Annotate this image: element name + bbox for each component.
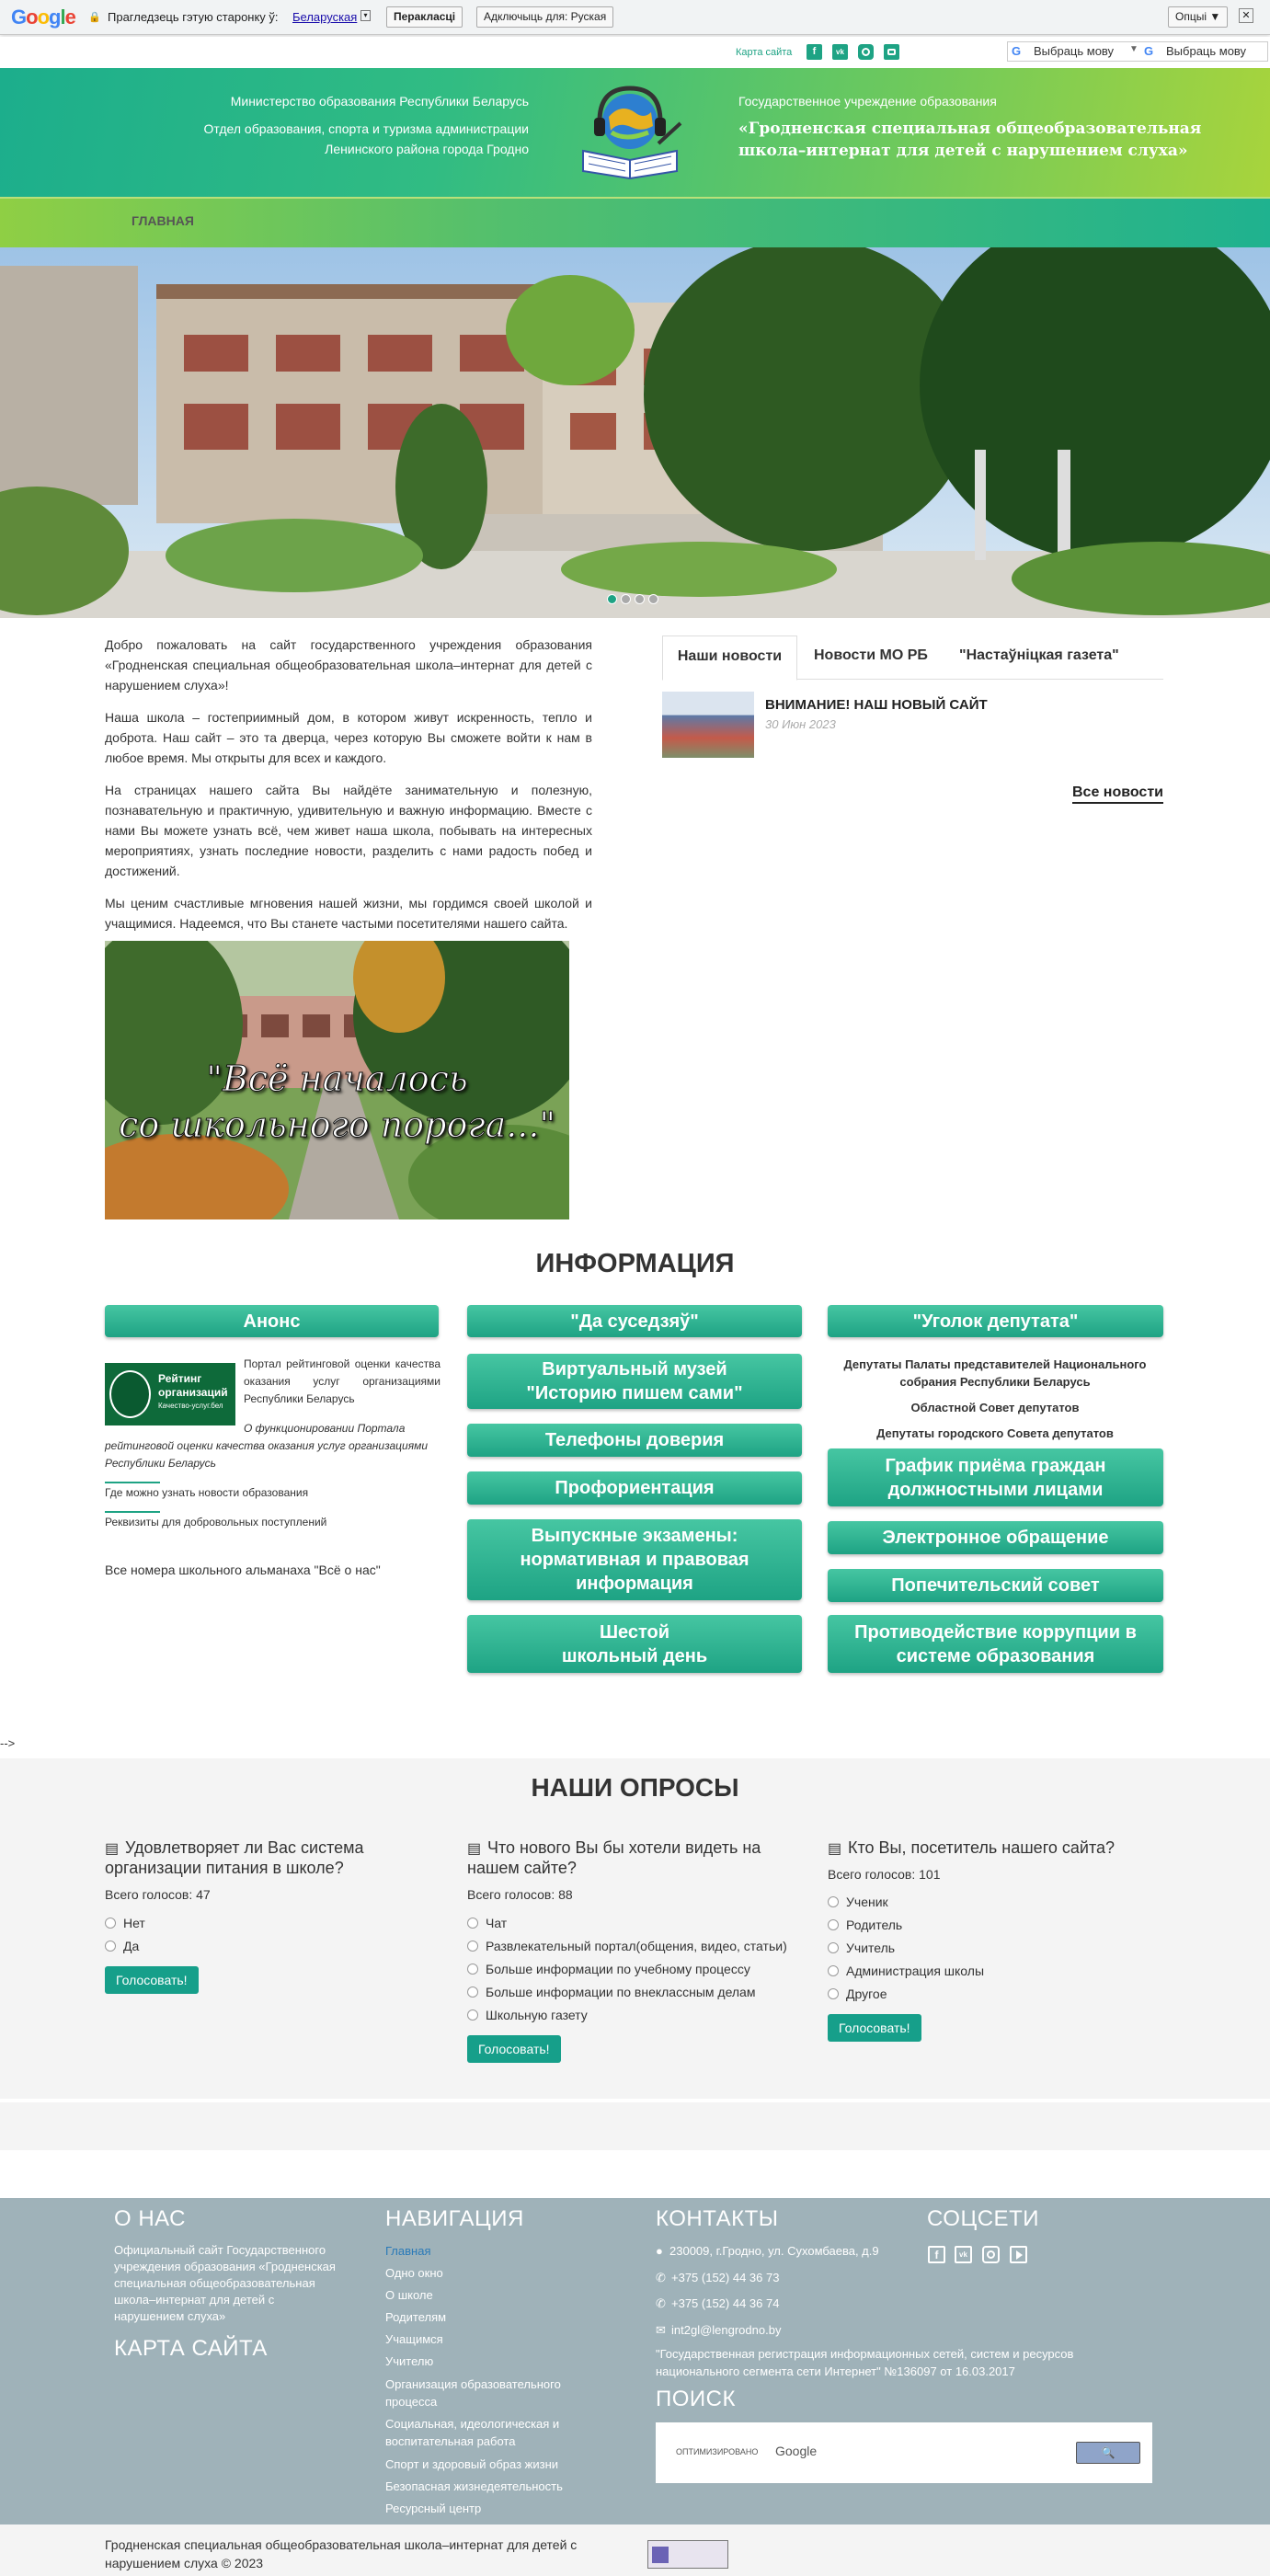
- footer-nav-safety[interactable]: Безопасная жизнедеятельность: [385, 2479, 563, 2493]
- counter-logo-icon: [652, 2547, 669, 2563]
- poll-3-option-2[interactable]: Родитель: [828, 1918, 902, 1932]
- slider-dot-4[interactable]: [648, 594, 658, 604]
- poll-2-option-2[interactable]: Развлекательный портал(общения, видео, статьи): [467, 1939, 787, 1953]
- address: 230009, г.Гродно, ул. Сухомбаева, д.9: [669, 2244, 879, 2258]
- almanac-link[interactable]: Все номера школьного альманаха "Всё о нас": [105, 1563, 381, 1577]
- anti-corruption-button[interactable]: Противодействие коррупции в системе образования: [828, 1615, 1163, 1673]
- radio-icon[interactable]: [828, 1988, 839, 1999]
- radio-icon[interactable]: [467, 1918, 478, 1929]
- language-dropdown-icon[interactable]: ▾: [360, 10, 371, 21]
- poll-2-option-4[interactable]: Больше информации по внеклассным делам: [467, 1985, 755, 1999]
- slider-dot-3[interactable]: [635, 594, 645, 604]
- language-widget: [1007, 41, 1268, 62]
- poll-question-3: Кто Вы, посетитель нашего сайта?: [848, 1838, 1116, 1857]
- footer-nav-resource-center[interactable]: Ресурсный центр: [385, 2502, 482, 2515]
- poll-chart-icon: ▤: [105, 1841, 120, 1857]
- radio-icon[interactable]: [467, 1963, 478, 1975]
- education-news-link[interactable]: Где можно узнать новости образования: [105, 1486, 309, 1499]
- radio-icon[interactable]: [467, 1941, 478, 1952]
- main-nav: [0, 197, 1270, 247]
- poll-3-option-3[interactable]: Учитель: [828, 1941, 895, 1955]
- polls-heading: НАШИ ОПРОСЫ: [531, 1773, 739, 1802]
- phone-1[interactable]: +375 (152) 44 36 73: [671, 2271, 780, 2284]
- news-date: 30 Июн 2023: [765, 717, 836, 731]
- hero-slider[interactable]: [0, 247, 1270, 618]
- department-text-2: Ленинского района города Гродно: [325, 142, 529, 156]
- options-button[interactable]: Опцыі ▼: [1168, 6, 1228, 28]
- language-select[interactable]: Беларуская: [292, 10, 358, 24]
- footer-nav-about-school[interactable]: О школе: [385, 2288, 433, 2302]
- poll-3-option-5[interactable]: Другое: [828, 1986, 887, 2001]
- map-marker-icon: ●: [656, 2244, 663, 2258]
- all-news-link[interactable]: Все новости: [1072, 784, 1163, 804]
- footer-nav-home[interactable]: Главная: [385, 2244, 431, 2258]
- vote-button-3[interactable]: Голосовать!: [828, 2014, 921, 2042]
- poll-1-option-1[interactable]: Нет: [105, 1916, 145, 1930]
- tab-teachers-gazette[interactable]: "Настаўніцкая газета": [959, 647, 1119, 663]
- neighbors-button[interactable]: "Да суседзяў": [467, 1305, 802, 1337]
- chevron-down-icon[interactable]: ▼: [1129, 44, 1138, 54]
- sitemap-link[interactable]: Карта сайта: [736, 47, 793, 58]
- youtube-icon[interactable]: [1010, 2246, 1027, 2263]
- phone-icon: ✆: [656, 2271, 666, 2284]
- radio-icon[interactable]: [105, 1918, 116, 1929]
- site-header: [0, 68, 1270, 197]
- vk-icon[interactable]: vk: [955, 2246, 972, 2263]
- top-bar: [0, 37, 1270, 68]
- contacts-title: КОНТАКТЫ: [656, 2206, 779, 2231]
- google-g-icon: G: [1144, 44, 1154, 58]
- electronic-appeal-button[interactable]: Электронное обращение: [828, 1521, 1163, 1554]
- welcome-paragraph-2: Наша школа – гостеприимный дом, в котором живут искренность, тепло и доброта. Наш сайт – это та дверца, через которую Вы сможете войти к нам в любое время. Мы открыты для всех и каждого.: [105, 710, 592, 765]
- info-heading: ИНФОРМАЦИЯ: [535, 1249, 735, 1278]
- footer-nav-students[interactable]: Учащимся: [385, 2332, 443, 2346]
- rating-italic-link[interactable]: О функционировании Портала рейтинговой оценки качества оказания услуг организациями Республики Беларусь: [105, 1422, 429, 1470]
- poll-chart-icon: ▤: [828, 1841, 842, 1857]
- donation-requisites-link[interactable]: Реквизиты для добровольных поступлений: [105, 1516, 327, 1528]
- language-select-1[interactable]: Выбраць мову: [1034, 44, 1115, 58]
- ministry-text: Министерство образования Республики Беларусь: [230, 94, 529, 109]
- welcome-paragraph-3: На страницах нашего сайта Вы найдёте занимательную и полезную, познавательную и практичную, удивительную и важную информацию. Вместе с нами Вы можете узнать всё, чем живет наша школа, побывать на интересных мероприятиях, узнать последние новости, разделить с нами радость побед и достижений.: [105, 783, 592, 878]
- youtube-icon[interactable]: [884, 44, 899, 60]
- deputies-city-link[interactable]: Депутаты городского Совета депутатов: [876, 1426, 1114, 1440]
- poll-chart-icon: ▤: [467, 1841, 482, 1857]
- email[interactable]: int2gl@lengrodno.by: [671, 2323, 782, 2337]
- vk-icon[interactable]: vk: [832, 44, 848, 60]
- tab-mo-rb-news[interactable]: Новости МО РБ: [814, 647, 928, 663]
- polls-section: [0, 1758, 1270, 2099]
- footer-nav-parents[interactable]: Родителям: [385, 2310, 447, 2324]
- translate-bar: [0, 0, 1270, 35]
- language-select-2[interactable]: Выбраць мову: [1166, 44, 1247, 58]
- deputy-corner-button[interactable]: "Уголок депутата": [828, 1305, 1163, 1337]
- poll-3-option-4[interactable]: Администрация школы: [828, 1963, 984, 1978]
- poll-2-option-5[interactable]: Школьную газету: [467, 2008, 588, 2022]
- institution-name-1: «Гродненская специальная общеобразовательная: [738, 120, 1202, 138]
- envelope-icon: ✉: [656, 2323, 666, 2337]
- department-text-1: Отдел образования, спорта и туризма администрации: [203, 121, 529, 136]
- vote-button-2[interactable]: Голосовать!: [467, 2035, 561, 2063]
- about-title: О НАС: [114, 2206, 186, 2231]
- nav-home[interactable]: ГЛАВНАЯ: [132, 213, 194, 228]
- search-box: [656, 2422, 1152, 2483]
- instagram-icon[interactable]: [858, 44, 874, 60]
- deputies-regional-link[interactable]: Областной Совет депутатов: [910, 1401, 1080, 1414]
- poll-2-option-3[interactable]: Больше информации по учебному процессу: [467, 1962, 750, 1976]
- facebook-icon[interactable]: f: [807, 44, 822, 60]
- poll-3-option-1[interactable]: Ученик: [828, 1895, 888, 1909]
- board-of-trustees-button[interactable]: Попечительский совет: [828, 1569, 1163, 1602]
- divider: [105, 1511, 160, 1513]
- search-title: ПОИСК: [656, 2387, 736, 2411]
- image-caption-1: "Всё началось: [206, 1059, 468, 1099]
- translate-button[interactable]: Перакласці: [386, 6, 463, 28]
- google-logo: Google: [11, 6, 75, 29]
- institution-type: Государственное учреждение образования: [738, 94, 997, 109]
- radio-icon[interactable]: [828, 1942, 839, 1953]
- exams-button[interactable]: Выпускные экзамены: нормативная и правовая информация: [467, 1519, 802, 1600]
- search-input-placeholder[interactable]: ОПТИМИЗИРОВАНО: [676, 2447, 759, 2456]
- news-thumbnail[interactable]: [662, 692, 754, 758]
- phone-icon: ✆: [656, 2296, 666, 2310]
- image-caption-2: со школьного порога...": [119, 1105, 555, 1145]
- poll-2-option-1[interactable]: Чат: [467, 1916, 507, 1930]
- radio-icon[interactable]: [105, 1941, 116, 1952]
- social-title: СОЦСЕТИ: [927, 2206, 1039, 2231]
- rating-logo-text-1: Рейтинг: [158, 1372, 202, 1385]
- divider: [105, 1482, 160, 1483]
- anons-button[interactable]: Анонс: [105, 1305, 439, 1337]
- vote-button-1[interactable]: Голосовать!: [105, 1966, 199, 1994]
- poll-total-1: Всего голосов: 47: [105, 1887, 211, 1902]
- welcome-paragraph-4: Мы ценим счастливые мгновения нашей жизни, мы гордимся своей школой и учащимися. Надеемся, что Вы станете частыми посетителями нашего сайта.: [105, 896, 592, 931]
- news-tabs: [662, 635, 1163, 680]
- translate-prompt: Прагледзець гэтую старонку ў:: [108, 10, 279, 24]
- poll-total-2: Всего голосов: 88: [467, 1887, 573, 1902]
- stray-text: -->: [0, 1736, 16, 1750]
- poll-question-2: Что нового Вы бы хотели видеть на нашем сайте?: [467, 1838, 761, 1877]
- footer-nav-social-work[interactable]: Социальная, идеологическая и воспитательная работа: [385, 2417, 560, 2448]
- slider-dot-2[interactable]: [621, 594, 631, 604]
- rating-description: Портал рейтинговой оценки качества оказания услуг организациями Республики Беларусь: [244, 1357, 440, 1405]
- trust-phones-button[interactable]: Телефоны доверия: [467, 1424, 802, 1457]
- copyright: Гродненская специальная общеобразовательная школа–интернат для детей с нарушением слуха © 2023: [105, 2537, 578, 2570]
- deputies-national-link[interactable]: Депутаты Палаты представителей Национального собрания Республики Беларусь: [843, 1357, 1147, 1389]
- school-logo[interactable]: [570, 75, 690, 181]
- institution-name-2: школа–интернат для детей с нарушением слуха»: [738, 142, 1188, 160]
- disable-translate-button[interactable]: Адключыць для: Руская: [476, 6, 613, 28]
- poll-question-1: Удовлетворяет ли Вас система организации питания в школе?: [105, 1838, 364, 1877]
- welcome-paragraph-1: Добро пожаловать на сайт государственного учреждения образования «Гродненская специальная общеобразовательная школа–интернат для детей с нарушением слуха»!: [105, 637, 592, 693]
- radio-icon[interactable]: [828, 1965, 839, 1976]
- navigation-title: НАВИГАЦИЯ: [385, 2206, 524, 2231]
- google-logo: Google: [775, 2444, 818, 2458]
- footer-nav-teacher[interactable]: Учителю: [385, 2354, 434, 2368]
- virtual-museum-button[interactable]: Виртуальный музей "Историю пишем сами": [467, 1354, 802, 1409]
- radio-icon[interactable]: [828, 1919, 839, 1930]
- welcome-image: [105, 941, 569, 1219]
- reception-schedule-button[interactable]: График приёма граждан должностными лицами: [828, 1448, 1163, 1506]
- footer-nav-one-window[interactable]: Одно окно: [385, 2266, 443, 2280]
- rating-logo-text-3: Качество-услуг.бел: [158, 1402, 223, 1410]
- sitemap-title[interactable]: КАРТА САЙТА: [114, 2336, 268, 2361]
- slider-dot-1[interactable]: [607, 594, 617, 604]
- bottom-bar: [0, 2524, 1270, 2576]
- rating-logo-text-2: организаций: [158, 1386, 228, 1399]
- facebook-icon[interactable]: f: [928, 2246, 945, 2263]
- google-g-icon: G: [1012, 44, 1022, 58]
- rating-logo[interactable]: [105, 1363, 235, 1425]
- rating-emblem-icon: [109, 1370, 151, 1418]
- poll-1-option-2[interactable]: Да: [105, 1939, 139, 1953]
- radio-icon[interactable]: [828, 1896, 839, 1907]
- registration-text: "Государственная регистрация информационных сетей, систем и ресурсов национального сегмента сети Интернет" №136097 от 16.03.2017: [656, 2347, 1074, 2378]
- lock-icon: 🔒: [88, 12, 101, 23]
- footer-nav-sport[interactable]: Спорт и здоровый образ жизни: [385, 2457, 559, 2471]
- site-footer: [0, 2198, 1270, 2524]
- about-text: Официальный сайт Государственного учреждения образования «Гродненская специальная общеобразовательная школа–интернат для детей с нарушением слуха»: [114, 2243, 336, 2323]
- footer-nav-education-process[interactable]: Организация образовательного процесса: [385, 2377, 561, 2409]
- search-button[interactable]: 🔍: [1076, 2442, 1140, 2464]
- empty-band: [0, 2102, 1270, 2150]
- radio-icon[interactable]: [467, 2009, 478, 2021]
- welcome-text: [105, 635, 592, 945]
- career-guidance-button[interactable]: Профориентация: [467, 1471, 802, 1505]
- radio-icon[interactable]: [467, 1986, 478, 1998]
- close-icon[interactable]: ✕: [1239, 8, 1253, 23]
- instagram-icon[interactable]: [982, 2246, 1000, 2263]
- sixth-school-day-button[interactable]: Шестой школьный день: [467, 1615, 802, 1673]
- phone-2[interactable]: +375 (152) 44 36 74: [671, 2296, 780, 2310]
- tab-our-news[interactable]: Наши новости: [662, 635, 797, 681]
- counter-badge[interactable]: [647, 2540, 728, 2569]
- news-title[interactable]: ВНИМАНИЕ! НАШ НОВЫЙ САЙТ: [765, 697, 988, 713]
- poll-total-3: Всего голосов: 101: [828, 1867, 941, 1882]
